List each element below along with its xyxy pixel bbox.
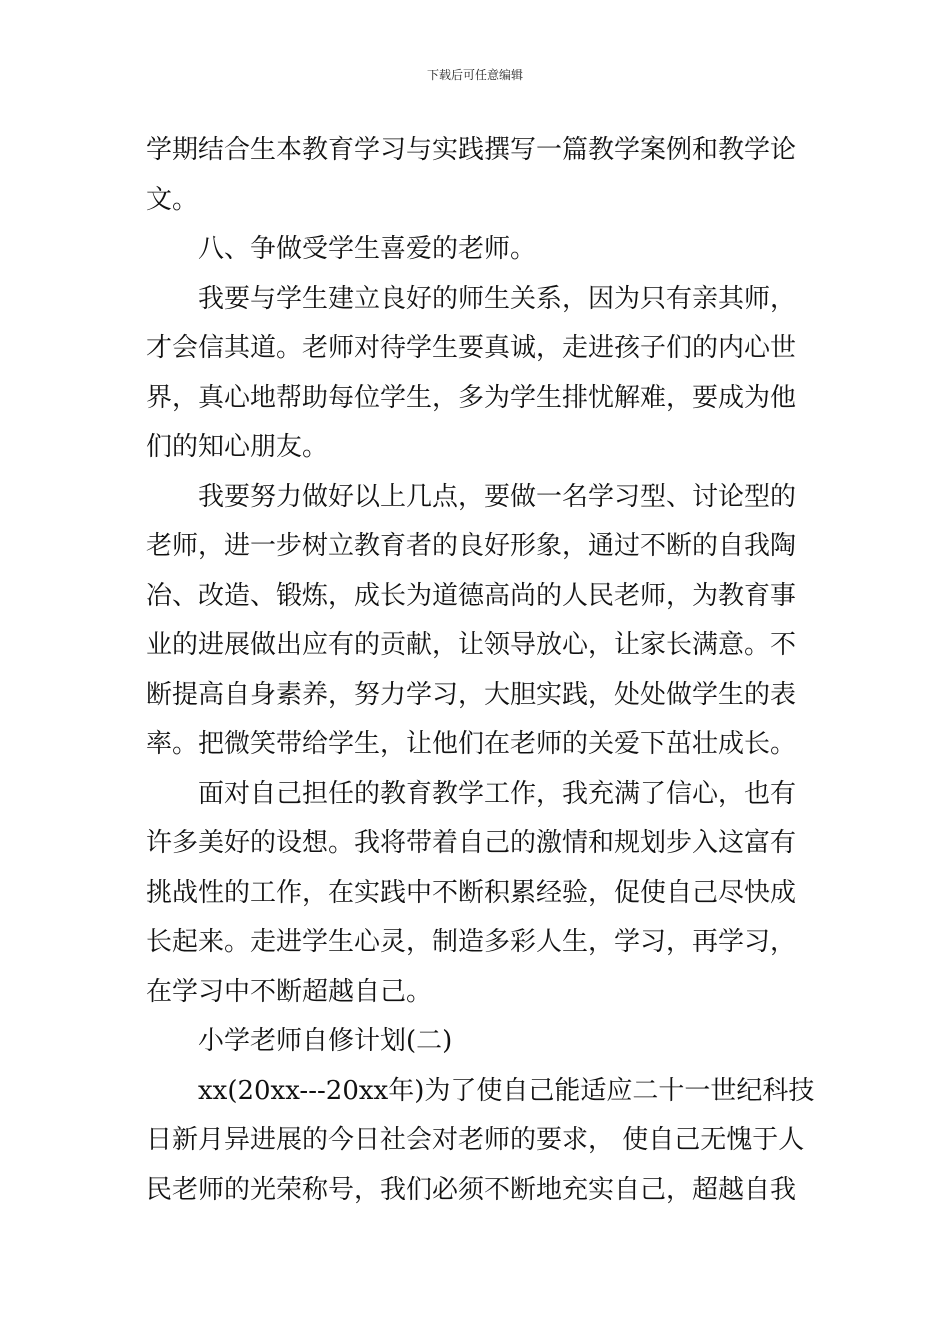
text-line: 断提高自身素养，努力学习，大胆实践，处处做学生的表 — [146, 679, 797, 710]
text-line: 业的进展做出应有的贡献，让领导放心，让家长满意。不 — [146, 630, 797, 660]
text-line: 们的知心朋友。 — [146, 432, 329, 462]
text-line: 在学习中不断超越自己。 — [146, 976, 433, 1007]
text-line: 长起来。走进学生心灵，制造多彩人生，学习，再学习， — [146, 927, 797, 957]
text-line: 界，真心地帮助每位学生，多为学生排忧解难，要成为他 — [146, 382, 797, 413]
text-line: 日新月异进展的今日社会对老师的要求， 使自己无愧于人 — [146, 1125, 805, 1155]
text-line: 我要努力做好以上几点，要做一名学习型、讨论型的 — [198, 481, 797, 512]
text-line: xx(20xx---20xx年)为了使自己能适应二十一世纪科技 — [198, 1075, 815, 1106]
text-line: 才会信其道。老师对待学生要真诚，走进孩子们的内心世 — [146, 333, 797, 363]
text-line: 学期结合生本教育学习与实践撰写一篇教学案例和教学论 — [146, 135, 797, 165]
text-line: 文。 — [146, 184, 199, 215]
document-body — [146, 126, 814, 1215]
text-line: 民老师的光荣称号，我们必须不断地充实自己，超越自我 — [146, 1174, 797, 1205]
text-line: 冶、改造、锻炼，成长为道德高尚的人民老师，为教育事 — [146, 580, 797, 611]
text-line: 面对自己担任的教育教学工作，我充满了信心，也有 — [198, 778, 797, 809]
text-line: 挑战性的工作，在实践中不断积累经验，促使自己尽快成 — [146, 877, 797, 908]
text-line: 许多美好的设想。我将带着自己的激情和规划步入这富有 — [146, 828, 797, 858]
text-line: 率。把微笑带给学生，让他们在老师的关爱下茁壮成长。 — [146, 729, 797, 759]
section-heading: 八、争做受学生喜爱的老师。 — [198, 234, 537, 264]
page-header: 下载后可任意编辑 — [426, 68, 523, 82]
text-line: 我要与学生建立良好的师生关系，因为只有亲其师， — [198, 283, 797, 314]
text-line: 老师，进一步树立教育者的良好形象，通过不断的自我陶 — [146, 531, 797, 561]
section-title: 小学老师自修计划(二) — [198, 1026, 453, 1056]
